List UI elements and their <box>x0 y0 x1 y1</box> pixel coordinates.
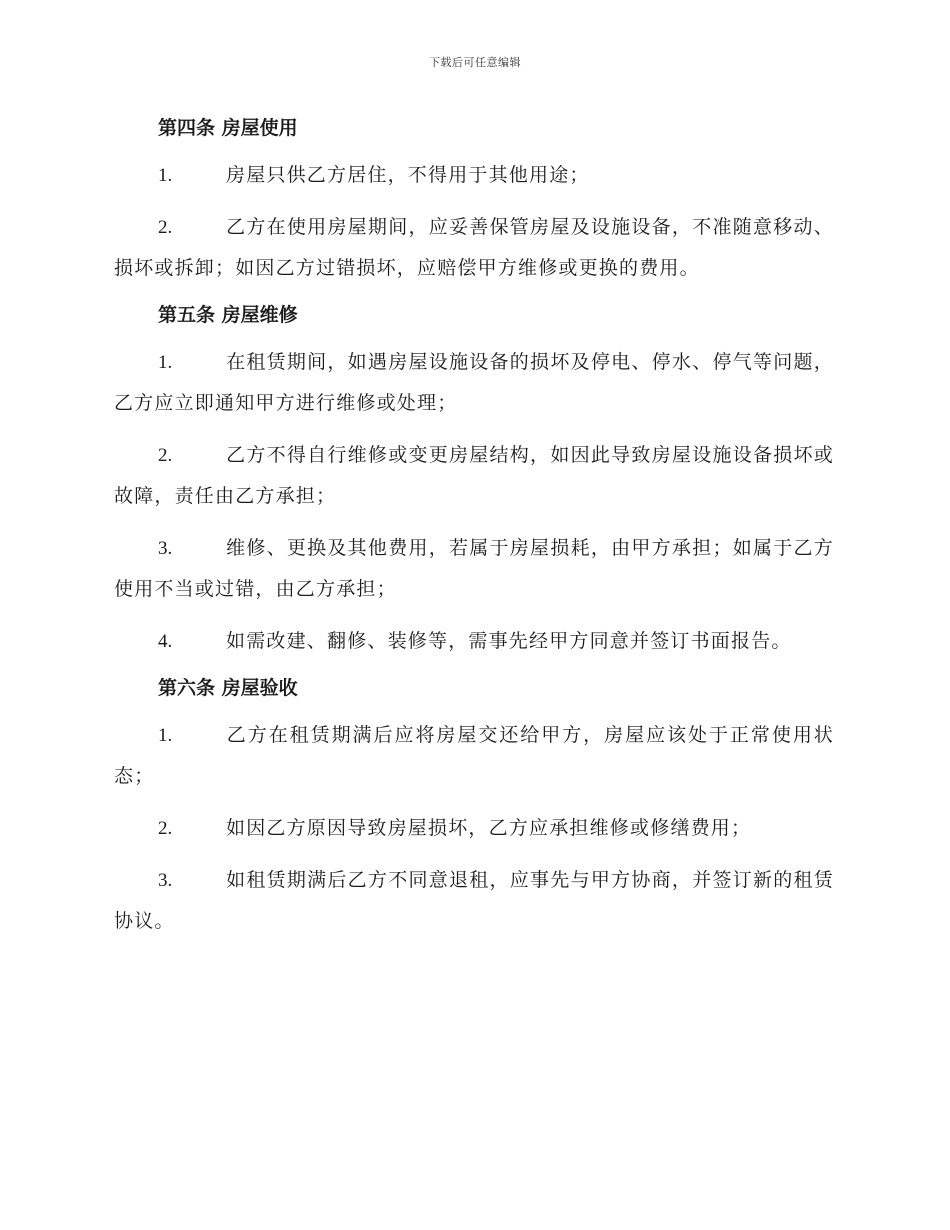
clause-item <box>114 708 834 801</box>
clause-item <box>114 853 834 946</box>
clause-item <box>114 148 834 200</box>
section-article-4 <box>114 108 834 293</box>
clause-number: 3. <box>158 538 173 559</box>
clause-text: 如因乙方原因导致房屋损坏，乙方应承担维修或修缮费用； <box>226 817 752 839</box>
clause-item <box>114 428 834 521</box>
section-title: 第六条 房屋验收 <box>158 677 298 699</box>
clause-number: 1. <box>158 165 173 186</box>
section-title: 第四条 房屋使用 <box>158 117 298 139</box>
clause-text: 维修、更换及其他费用，若属于房屋损耗，由甲方承担；如属于乙方使用不当或过错，由乙方承担； <box>114 537 834 600</box>
clause-item <box>114 200 834 293</box>
section-article-5 <box>114 295 834 666</box>
clause-text: 如需改建、翻修、装修等，需事先经甲方同意并签订书面报告。 <box>226 630 792 652</box>
clause-number: 2. <box>158 818 173 839</box>
clause-number: 4. <box>158 631 173 652</box>
clause-item <box>114 614 834 666</box>
page-header: 下载后可任意编辑 <box>429 56 521 69</box>
section-article-6 <box>114 668 834 946</box>
clause-text: 在租赁期间，如遇房屋设施设备的损坏及停电、停水、停气等问题，乙方应立即通知甲方进行维修或处理； <box>114 351 834 414</box>
document-body <box>114 108 834 946</box>
clause-text: 如租赁期满后乙方不同意退租，应事先与甲方协商，并签订新的租赁协议。 <box>114 869 834 932</box>
section-title: 第五条 房屋维修 <box>158 304 298 326</box>
clause-number: 1. <box>158 352 173 373</box>
clause-number: 3. <box>158 870 173 891</box>
clause-text: 乙方在使用房屋期间，应妥善保管房屋及设施设备，不准随意移动、损坏或拆卸；如因乙方过错损坏，应赔偿甲方维修或更换的费用。 <box>114 216 834 279</box>
clause-text: 房屋只供乙方居住，不得用于其他用途； <box>226 164 590 186</box>
clause-text: 乙方不得自行维修或变更房屋结构，如因此导致房屋设施设备损坏或故障，责任由乙方承担； <box>114 444 834 507</box>
clause-item <box>114 521 834 614</box>
clause-number: 2. <box>158 217 173 238</box>
clause-number: 1. <box>158 725 173 746</box>
clause-number: 2. <box>158 445 173 466</box>
clause-text: 乙方在租赁期满后应将房屋交还给甲方，房屋应该处于正常使用状态； <box>114 724 834 787</box>
clause-item <box>114 335 834 428</box>
clause-item <box>114 801 834 853</box>
